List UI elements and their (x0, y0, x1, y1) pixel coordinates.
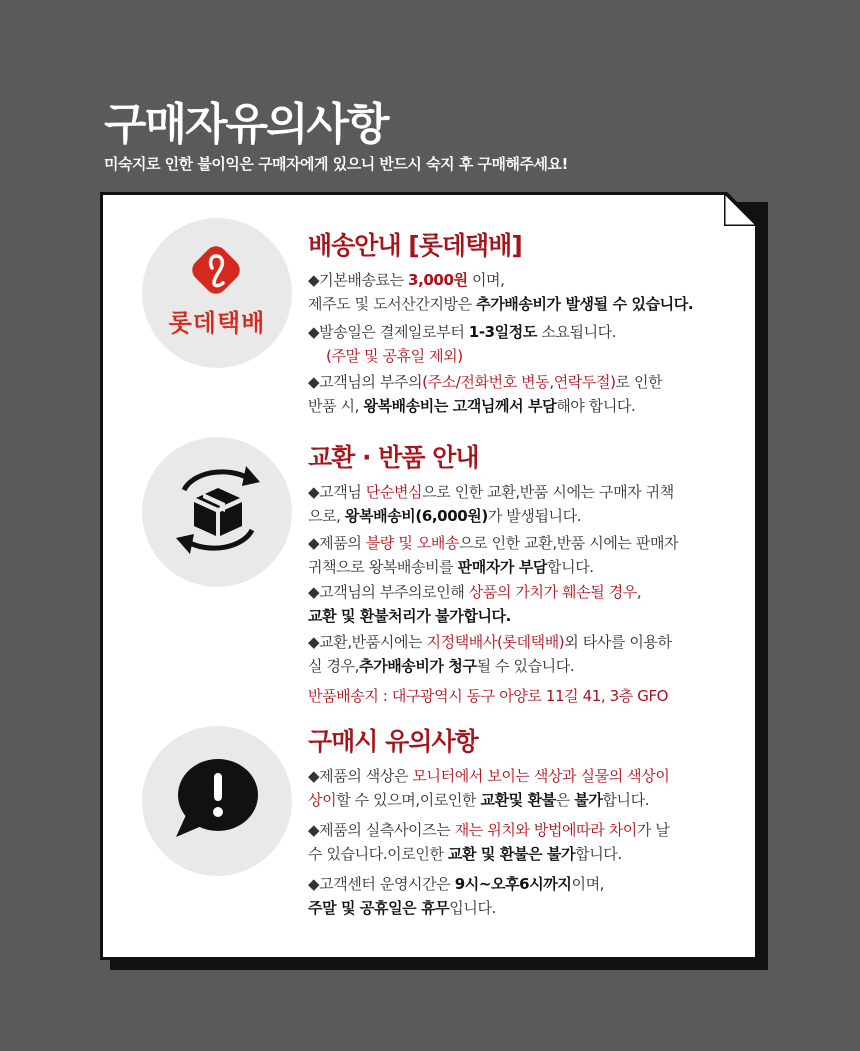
page-fold-corner (724, 192, 758, 226)
purchase-color-text: ◆제품의 색상은 모니터에서 보이는 색상과 실물의 색상이 상이할 수 있으며,이로인한 교환및 환불은 불가합니다. (308, 767, 670, 809)
shipping-section-title: 배송안내 [롯데택배] (308, 231, 522, 260)
return-address: 반품배송지 : 대구광역시 동구 아양로 11길 41, 3층 GFO (308, 687, 669, 705)
lotte-logo-icon (187, 241, 245, 299)
exchange-damage-text: ◆고객님의 부주의로인해 상품의 가치가 훼손될 경우, 교환 및 환불처리가 불가합니다. (308, 583, 642, 625)
purchase-section-title: 구매시 유의사항 (308, 727, 478, 756)
exchange-box-icon (170, 460, 266, 560)
shipping-return-text: ◆고객님의 부주의(주소/전화번호 변동,연락두절)로 인한 반품 시, 왕복배송비는 고객님께서 부담해야 합니다. (308, 373, 663, 415)
alert-bubble-icon (172, 757, 262, 841)
exchange-courier-text: ◆교환,반품시에는 지정택배사(롯데택배)외 타사를 이용하 실 경우,추가배송비가 청구될 수 있습니다. (308, 633, 672, 675)
lotte-brand-text: 롯데택배 (168, 309, 266, 337)
shipping-date-text: ◆발송일은 결제일로부터 1-3일정도 소요됩니다. (주말 및 공휴일 제외) (308, 323, 617, 365)
page-title: 구매자유의사항 (104, 99, 388, 150)
exchange-section-title: 교환 · 반품 안내 (308, 443, 479, 472)
shipping-fee-text: ◆기본배송료는 3,000원 이며, 제주도 및 도서산간지방은 추가배송비가 발생될 수 있습니다. (308, 271, 694, 313)
purchase-size-text: ◆제품의 실측사이즈는 재는 위치와 방법에따라 차이가 날 수 있습니다.이로인한 교환 및 환불은 불가합니다. (308, 821, 670, 863)
purchase-hours-text: ◆고객센터 운영시간은 9시~오후6시까지이며, 주말 및 공휴일은 휴무입니다. (308, 875, 605, 917)
exchange-simple-change-text: ◆고객님 단순변심으로 인한 교환,반품 시에는 구매자 귀책 으로, 왕복배송비(6,000원)가 발생됩니다. (308, 483, 674, 525)
exchange-defect-text: ◆제품의 불량 및 오배송으로 인한 교환,반품 시에는 판매자 귀책으로 왕복배송비를 판매자가 부담합니다. (308, 534, 679, 576)
page-subtitle: 미숙지로 인한 불이익은 구매자에게 있으니 반드시 숙지 후 구매해주세요! (104, 155, 568, 173)
